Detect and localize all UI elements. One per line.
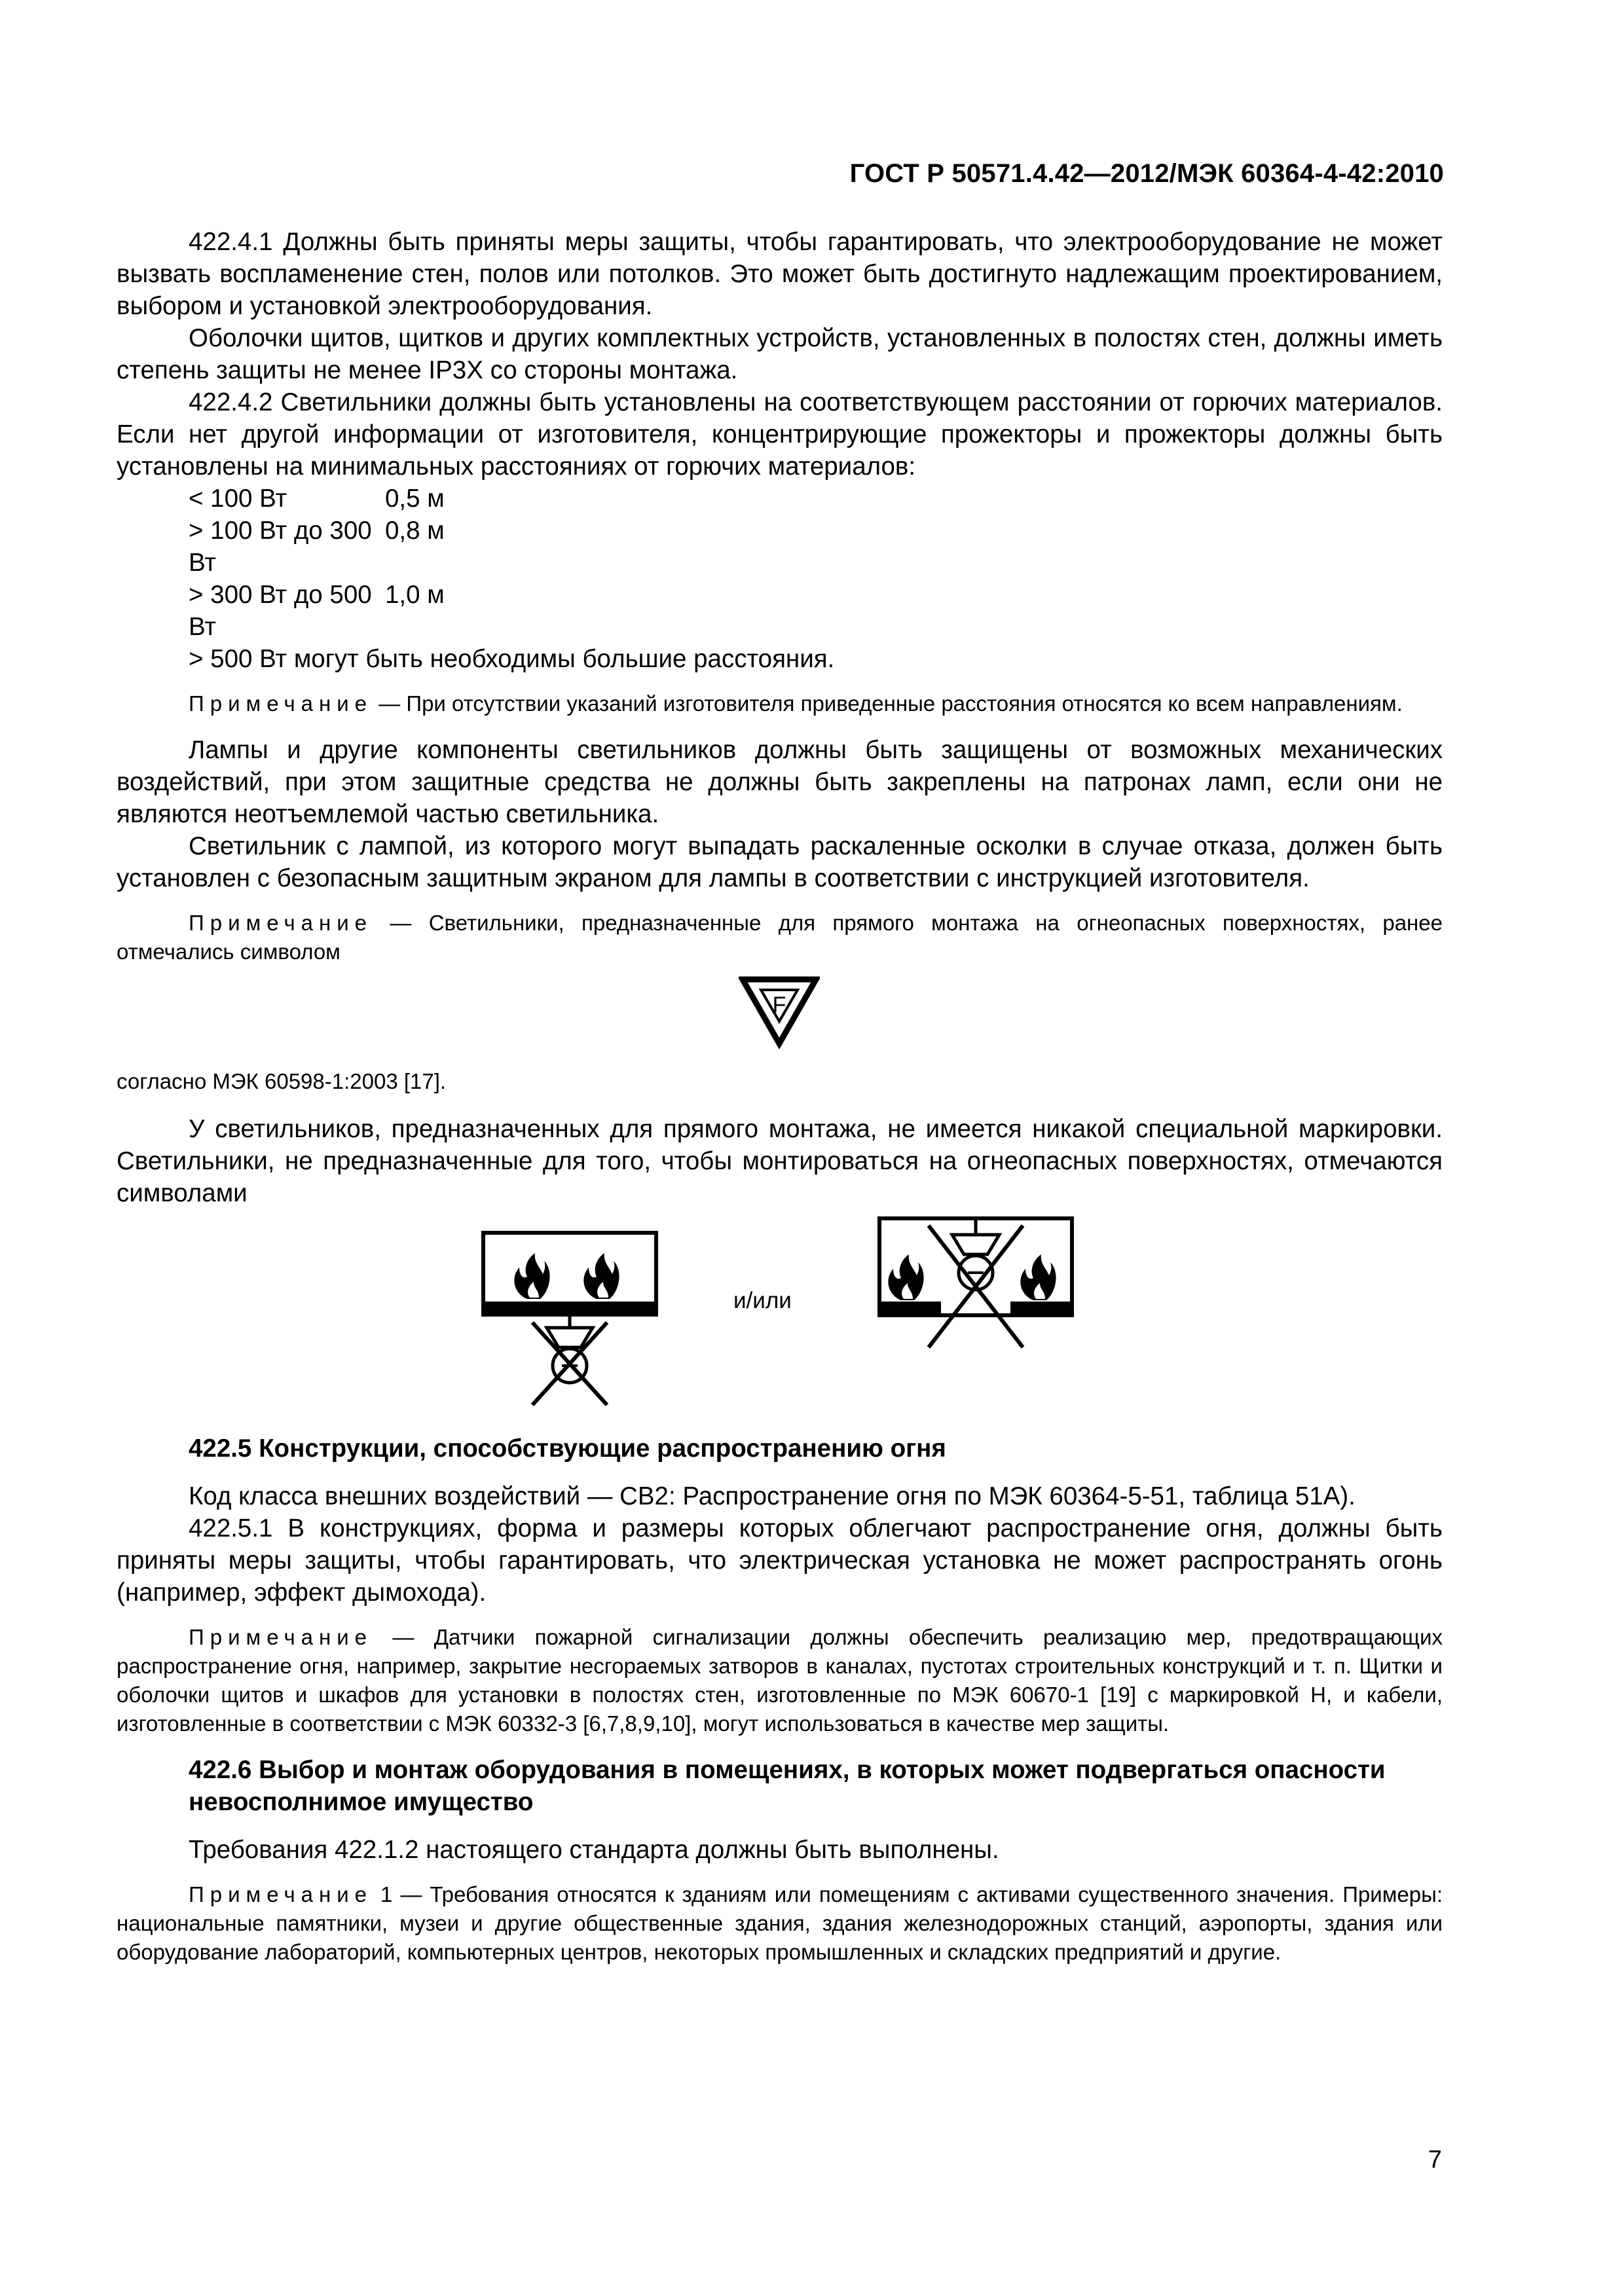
distance-row xyxy=(117,515,1443,579)
note-fire-alarm xyxy=(117,1623,1443,1738)
flame-icon xyxy=(583,1253,619,1299)
paragraph-cb2: Код класса внешних воздействий — СВ2: Распространение огня по МЭК 60364-5-51, таблица 51А). xyxy=(189,1482,1356,1510)
luminaire-crossed-icon xyxy=(532,1316,607,1405)
distance-value: 1,0 м xyxy=(385,581,445,609)
no-mount-symbol-2 xyxy=(877,1216,1074,1354)
note-label: Примечание xyxy=(189,911,373,935)
unmarked-luminaires-text xyxy=(117,1067,1443,1209)
iec-reference: согласно МЭК 60598-1:2003 [17]. xyxy=(117,1069,447,1093)
section-422-5-6-text xyxy=(117,1432,1443,1967)
note-label: Примечание xyxy=(189,691,373,716)
no-mount-symbol-1 xyxy=(481,1231,658,1408)
flame-icon xyxy=(1020,1254,1056,1300)
distance-row-over-500 xyxy=(117,643,1443,675)
f-mark-symbol xyxy=(739,975,820,1049)
heading-422-6 xyxy=(117,1754,1443,1818)
paragraph-symbols: У светильников, предназначенных для прямого монтажа, не имеется никакой специальной маркировки. Светильники, не предназначенные для того, чтобы монтироваться на огнеопасных поверхностях, отмечаются символами xyxy=(117,1115,1443,1207)
distance-power: > 100 Вт до 300 Вт xyxy=(189,517,372,577)
distance-value: 0,8 м xyxy=(385,517,445,545)
distance-row xyxy=(117,483,1443,515)
distance-power: > 300 Вт до 500 Вт xyxy=(189,581,372,641)
distance-power: < 100 Вт xyxy=(189,484,287,513)
distance-over-500: > 500 Вт могут быть необходимы большие расстояния. xyxy=(189,645,835,673)
paragraph-lamp-shield: Светильник с лампой, из которого могут выпадать раскаленные осколки в случае отказа, должен быть установлен с безопасным защитным экраном для лампы в соответствии с инструкцией изготовителя. xyxy=(117,832,1443,892)
note-valuable-assets xyxy=(117,1880,1443,1967)
heading-title: Выбор и монтаж оборудования в помещениях, в которых может подвергаться опасности невосполнимое имущество xyxy=(189,1756,1386,1816)
note-text: — Требования относятся к зданиям или помещениям с активами существенного значения. Примеры: национальные памятники, музеи и другие общественные здания, здания железнодорожных станций, аэропорты, здания или оборудование лабораторий, компьютерных центров, некоторых промышленных и складских предприятий и другие. xyxy=(117,1882,1443,1964)
flame-icon xyxy=(514,1253,549,1299)
paragraph-lamp-protection: Лампы и другие компоненты светильников должны быть защищены от возможных механических воздействий, при этом защитные средства не должны быть закреплены на патронах ламп, если они не являются неотъемлемой частью светильника. xyxy=(117,736,1443,828)
paragraph-requirements: Требования 422.1.2 настоящего стандарта должны быть выполнены. xyxy=(189,1836,999,1864)
document-header: ГОСТ Р 50571.4.42—2012/МЭК 60364-4-42:2010 xyxy=(849,159,1444,188)
note-label: Примечание xyxy=(189,1882,373,1906)
distance-row xyxy=(117,579,1443,643)
distance-value: 0,5 м xyxy=(385,484,445,513)
note-text: — Датчики пожарной сигнализации должны обеспечить реализацию мер, предотвращающих распространение огня, например, закрытие несгораемых затворов в каналах, пустотах строительных конструкций и т. п. Щитки и оболочки щитов и шкафов для установки в полостях стен, изготовленные по МЭК 60670-1 [19] с маркировкой Н, и кабели, изготовленные в соответствии с МЭК 60332-3 [6,7,8,9,10], могут использоваться в качестве мер защиты. xyxy=(117,1625,1443,1736)
and-or-label: и/или xyxy=(733,1288,792,1313)
note-symbol-f xyxy=(117,909,1443,966)
heading-number: 422.6 xyxy=(189,1756,252,1784)
heading-number: 422.5 xyxy=(189,1434,252,1463)
luminaire-crossed-icon xyxy=(929,1218,1023,1347)
section-422-4-text xyxy=(117,226,1443,966)
note-distances xyxy=(117,689,1443,718)
note-text: — Светильники, предназначенные для прямого монтажа на огнеопасных поверхностях, ранее отмечались символом xyxy=(117,911,1443,964)
note-number: 1 xyxy=(380,1882,393,1906)
paragraph-422-4-2: 422.4.2 Светильники должны быть установлены на соответствующем расстоянии от горючих материалов. Если нет другой информации от изготовителя, концентрирующие прожекторы и прожекторы должны быть установлены на минимальных расстояниях от горючих материалов: xyxy=(117,388,1443,481)
page-number: 7 xyxy=(1428,2146,1442,2174)
paragraph-422-5-1: 422.5.1 В конструкциях, форма и размеры которых облегчают распространение огня, должны быть приняты меры защиты, чтобы гарантировать, что электрическая установка не может распространять огонь (например, эффект дымохода). xyxy=(117,1514,1443,1607)
paragraph-422-4-1: 422.4.1 Должны быть приняты меры защиты, чтобы гарантировать, что электрооборудование не может вызвать воспламенение стен, полов или потолков. Это может быть достигнуто надлежащим проектированием, выбором и установкой электрооборудования. xyxy=(117,228,1443,320)
note-text: — При отсутствии указаний изготовителя приведенные расстояния относятся ко всем направлениям. xyxy=(378,691,1403,716)
heading-422-5 xyxy=(117,1432,1443,1465)
f-mark-letter: F xyxy=(772,993,786,1017)
note-label: Примечание xyxy=(189,1625,373,1649)
flame-icon xyxy=(888,1254,923,1300)
paragraph-enclosures: Оболочки щитов, щитков и других комплектных устройств, установленных в полостях стен, должны иметь степень защиты не менее IP3X со стороны монтажа. xyxy=(117,324,1443,384)
heading-title: Конструкции, способствующие распространению огня xyxy=(259,1434,946,1463)
